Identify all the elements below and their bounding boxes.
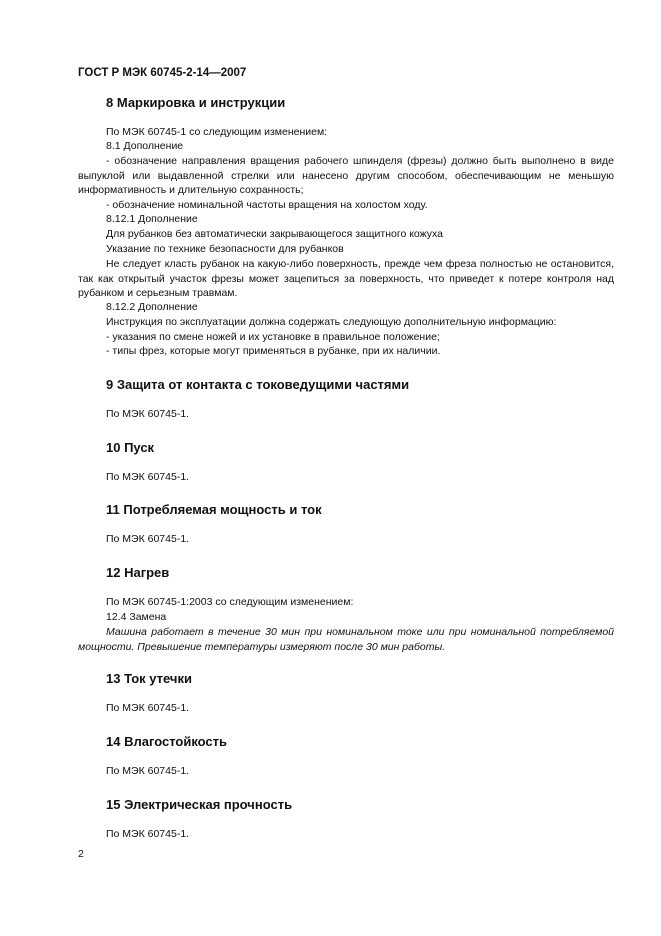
section-13-text: По МЭК 60745-1. <box>106 702 190 714</box>
section-9-text: По МЭК 60745-1. <box>106 408 190 420</box>
bullet-knife-change: - указания по смене ножей и их установке в правильное положение; <box>106 331 440 343</box>
clause-8-1: 8.1 Дополнение <box>106 140 184 152</box>
planer-no-guard-text: Для рубанков без автоматически закрывающегося защитного кожуха <box>106 228 443 240</box>
bullet-direction-marking: - обозначение направления вращения рабочего шпинделя (фрезы) должно быть выполнено в виде выпуклой или выдавленной стрелки или нанесено другим способом, обеспечивающим не меньшую информативность и длительную сохранность; <box>78 155 614 197</box>
section-12-heading: 12 Нагрев <box>106 565 170 580</box>
section-13-heading: 13 Ток утечки <box>106 671 192 686</box>
section-9-heading: 9 Защита от контакта с токоведущими частями <box>106 377 410 392</box>
clause-8-12-1: 8.12.1 Дополнение <box>106 213 198 225</box>
bullet-rated-speed: - обозначение номинальной частоты вращения на холостом ходу. <box>106 199 428 211</box>
safety-instruction-text: Не следует класть рубанок на какую-либо поверхность, прежде чем фреза полностью не остановится, так как открытый участок фрезы может зацепиться за поверхность, что приведет к потере контроля над рубанком и серьезным травмам. <box>78 258 614 300</box>
manual-requirements: Инструкция по эксплуатации должна содержать следующую дополнительную информацию: <box>106 316 557 328</box>
section-12-text: По МЭК 60745-1:2003 со следующим изменением: <box>106 596 354 608</box>
section-8-intro: По МЭК 60745-1 со следующим изменением: <box>106 126 328 138</box>
clause-12-4-text: Машина работает в течение 30 мин при номинальном токе или при номинальной потребляемой мощности. Превышение температуры измеряют после 30 мин работы. <box>78 626 614 653</box>
section-15-heading: 15 Электрическая прочность <box>106 797 293 812</box>
page-number: 2 <box>78 848 84 860</box>
bullet-cutter-types: - типы фрез, которые могут применяться в рубанке, при их наличии. <box>106 345 441 357</box>
clause-12-4: 12.4 Замена <box>106 611 167 623</box>
section-8-heading: 8 Маркировка и инструкции <box>106 95 286 110</box>
section-14-heading: 14 Влагостойкость <box>106 734 228 749</box>
section-11-text: По МЭК 60745-1. <box>106 533 190 545</box>
document-header: ГОСТ Р МЭК 60745-2-14—2007 <box>78 67 247 79</box>
section-10-text: По МЭК 60745-1. <box>106 471 190 483</box>
section-15-text: По МЭК 60745-1. <box>106 828 190 840</box>
section-14-text: По МЭК 60745-1. <box>106 765 190 777</box>
clause-8-12-2: 8.12.2 Дополнение <box>106 301 198 313</box>
section-11-heading: 11 Потребляемая мощность и ток <box>106 502 322 517</box>
section-10-heading: 10 Пуск <box>106 440 155 455</box>
safety-instruction-title: Указание по технике безопасности для рубанков <box>106 243 344 255</box>
